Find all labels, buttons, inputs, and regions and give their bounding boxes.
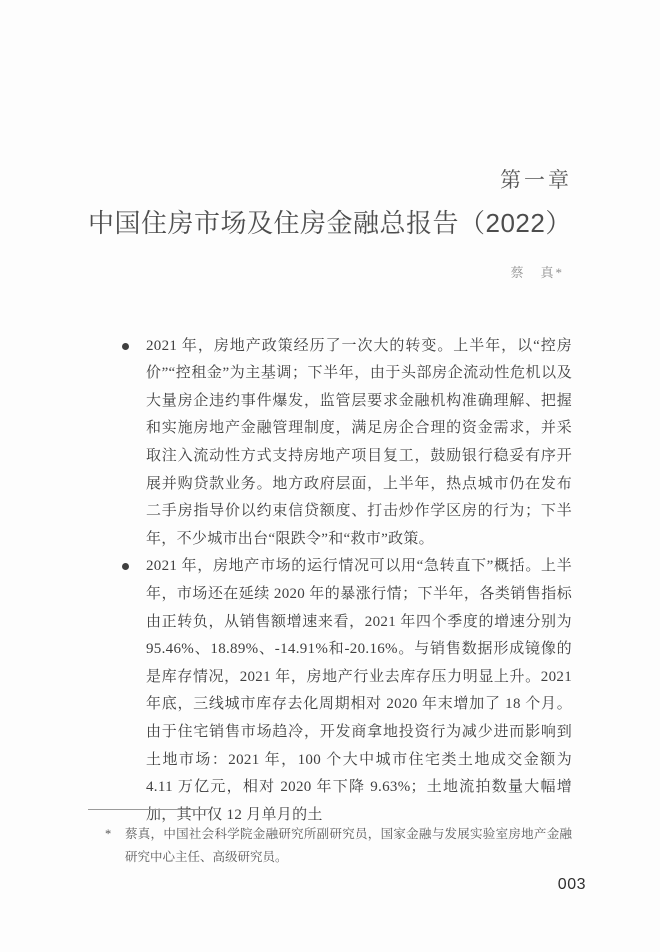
bullet-paragraph-2: 2021 年，房地产市场的运行情况可以用“急转直下”概括。上半年，市场还在延续 2020 年的暴涨行情；下半年，各类销售指标由正转负，从销售额增速来看，2021 年四个季度的增速分别为 95.46%、18.89%、-14.91%和-20.16%。与销售数据形成镜像的是库存情况，2021 年，房地产行业去库存压力明显上升。2021 年底，三线城市库存去化周期相对 2020 年末增加了 18 个月。由于住宅销售市场趋冷，开发商拿地投资行为减少进而影响到土地市场：2021 年，100 个大中城市住宅类土地成交金额为 4.11 万亿元，相对 2020 年下降 9.63%；土地流拍数量大幅增加，其中仅 12 月单月的土	[146, 558, 572, 823]
chapter-title: 中国住房市场及住房金融总报告（2022）	[88, 208, 572, 239]
footnote-text: 蔡真，中国社会科学院金融研究所副研究员，国家金融与发展实验室房地产金融研究中心主任、高级研究员。	[125, 827, 572, 864]
list-item	[88, 333, 572, 554]
chapter-label: 第一章	[500, 169, 572, 192]
list-item	[88, 553, 572, 829]
author-name: 蔡 真*	[510, 264, 564, 280]
page-number: 003	[557, 876, 586, 893]
footnote-marker: *	[105, 827, 112, 841]
footnote-divider	[88, 809, 210, 810]
bullet-icon	[122, 343, 129, 350]
bullet-icon	[122, 563, 129, 570]
bullet-paragraph-1: 2021 年，房地产政策经历了一次大的转变。上半年，以“控房价”“控租金”为主基调；下半年，由于头部房企流动性危机以及大量房企违约事件爆发，监管层要求金融机构准确理解、把握和实施房地产金融管理制度，满足房企合理的资金需求，并采取注入流动性方式支持房地产项目复工，鼓励银行稳妥有序开展并购贷款业务。地方政府层面，上半年，热点城市仍在发布二手房指导价以约束信贷额度、打击炒作学区房的行为；下半年，不少城市出台“限跌令”和“救市”政策。	[146, 337, 572, 547]
summary-bullet-list	[88, 333, 572, 830]
footnote	[88, 823, 572, 869]
footnote-area	[88, 809, 572, 869]
